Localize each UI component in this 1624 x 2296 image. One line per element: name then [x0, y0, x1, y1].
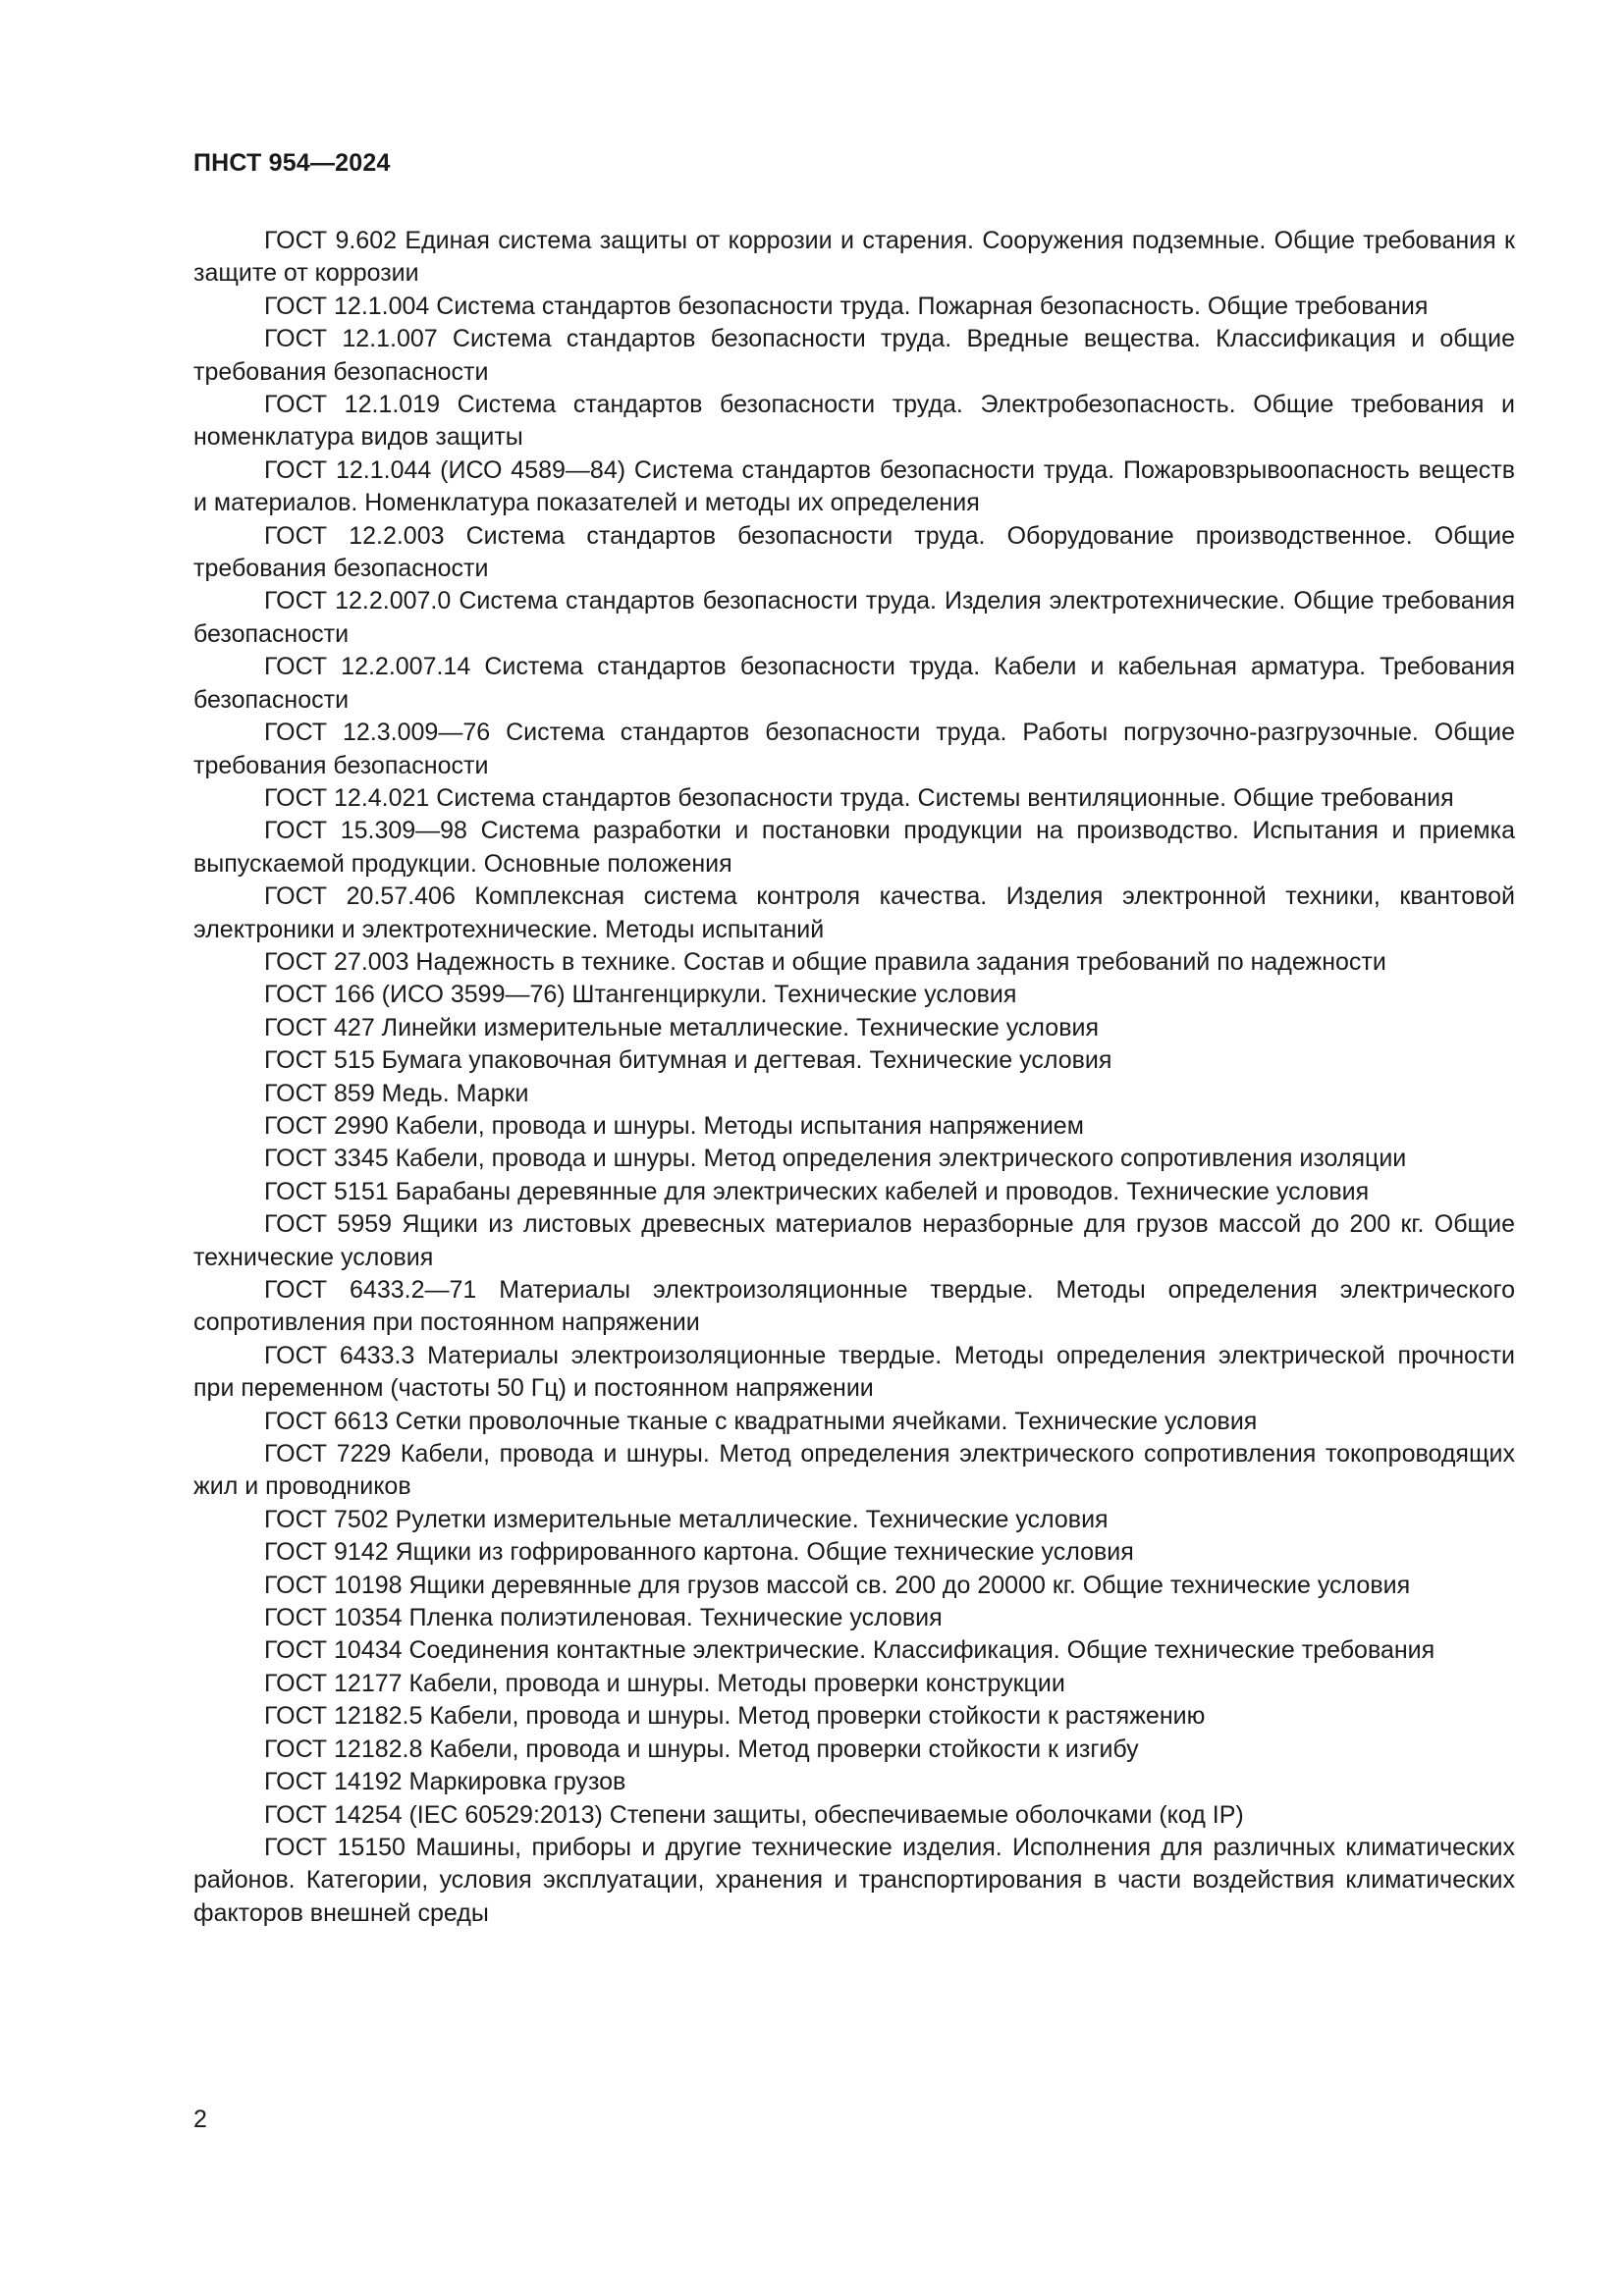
reference-item: ГОСТ 12.1.019 Система стандартов безопасности труда. Электробезопасность. Общие требования и номенклатура видов защиты — [193, 391, 1515, 452]
reference-item: ГОСТ 27.003 Надежность в технике. Состав и общие правила задания требований по надежности — [264, 947, 1386, 976]
reference-item: ГОСТ 515 Бумага упаковочная битумная и дегтевая. Технические условия — [264, 1046, 1112, 1075]
reference-item: ГОСТ 12.4.021 Система стандартов безопасности труда. Системы вентиляционные. Общие требования — [264, 783, 1454, 812]
reference-item: ГОСТ 12182.5 Кабели, провода и шнуры. Метод проверки стойкости к растяжению — [264, 1702, 1206, 1731]
reference-item: ГОСТ 12.3.009—76 Система стандартов безопасности труда. Работы погрузочно-разгрузочные. Общие требования безопасности — [193, 719, 1515, 779]
reference-item: ГОСТ 10354 Пленка полиэтиленовая. Технические условия — [264, 1604, 943, 1632]
reference-item: ГОСТ 3345 Кабели, провода и шнуры. Метод определения электрического сопротивления изоляции — [264, 1145, 1407, 1173]
reference-item: ГОСТ 12177 Кабели, провода и шнуры. Методы проверки конструкции — [264, 1669, 1065, 1697]
reference-item: ГОСТ 10434 Соединения контактные электрические. Классификация. Общие технические требования — [264, 1636, 1435, 1665]
reference-item: ГОСТ 5151 Барабаны деревянные для электрических кабелей и проводов. Технические условия — [264, 1177, 1370, 1205]
reference-item: ГОСТ 6613 Сетки проволочные тканые с квадратными ячейками. Технические условия — [264, 1407, 1258, 1435]
reference-item: ГОСТ 15.309—98 Система разработки и постановки продукции на производство. Испытания и приемка выпускаемой продукции. Основные положения — [193, 817, 1515, 878]
reference-item: ГОСТ 427 Линейки измерительные металлические. Технические условия — [264, 1013, 1099, 1041]
reference-item: ГОСТ 12.2.003 Система стандартов безопасности труда. Оборудование производственное. Общие требования безопасности — [193, 521, 1515, 583]
reference-item: ГОСТ 14192 Маркировка грузов — [264, 1768, 626, 1796]
reference-item: ГОСТ 12.2.007.0 Система стандартов безопасности труда. Изделия электротехнические. Общие требования безопасности — [193, 587, 1515, 648]
reference-item: ГОСТ 15150 Машины, приборы и другие технические изделия. Исполнения для различных климатических районов. Категории, условия эксплуатации, хранения и транспортирования в части воздействия климатических факторов внешней среды — [193, 1833, 1515, 1927]
reference-item: ГОСТ 12.1.004 Система стандартов безопасности труда. Пожарная безопасность. Общие требования — [264, 292, 1429, 320]
reference-item: ГОСТ 12182.8 Кабели, провода и шнуры. Метод проверки стойкости к изгибу — [264, 1735, 1139, 1763]
reference-item: ГОСТ 6433.3 Материалы электроизоляционные твердые. Методы определения электрической прочности при переменном (частоты 50 Гц) и постоянном напряжении — [193, 1341, 1515, 1403]
reference-item: ГОСТ 2990 Кабели, провода и шнуры. Методы испытания напряжением — [264, 1111, 1084, 1140]
reference-item: ГОСТ 12.1.044 (ИСО 4589—84) Система стандартов безопасности труда. Пожаровзрывоопасность веществ и материалов. Номенклатура показателей и методы их определения — [193, 455, 1515, 517]
reference-item: ГОСТ 7229 Кабели, провода и шнуры. Метод определения электрического сопротивления токопроводящих жил и проводников — [193, 1440, 1515, 1501]
reference-item: ГОСТ 859 Медь. Марки — [264, 1079, 529, 1107]
reference-item: ГОСТ 12.1.007 Система стандартов безопасности труда. Вредные вещества. Классификация и общие требования безопасности — [193, 325, 1515, 386]
reference-item: ГОСТ 9.602 Единая система защиты от коррозии и старения. Сооружения подземные. Общие требования к защите от коррозии — [193, 227, 1515, 288]
reference-item: ГОСТ 14254 (IEC 60529:2013) Степени защиты, обеспечиваемые оболочками (код IP) — [264, 1800, 1244, 1829]
reference-item: ГОСТ 20.57.406 Комплексная система контроля качества. Изделия электронной техники, квантовой электроники и электротехнические. Методы испытаний — [193, 882, 1515, 943]
page-number: 2 — [193, 2106, 207, 2133]
reference-item: ГОСТ 10198 Ящики деревянные для грузов массой св. 200 до 20000 кг. Общие технические условия — [264, 1571, 1411, 1599]
reference-item: ГОСТ 166 (ИСО 3599—76) Штангенциркули. Технические условия — [264, 981, 1017, 1009]
reference-item: ГОСТ 9142 Ящики из гофрированного картона. Общие технические условия — [264, 1538, 1134, 1567]
normative-references-list — [193, 225, 1515, 1930]
reference-item: ГОСТ 5959 Ящики из листовых древесных материалов неразборные для грузов массой до 200 кг. Общие технические условия — [193, 1210, 1515, 1271]
reference-item: ГОСТ 6433.2—71 Материалы электроизоляционные твердые. Методы определения электрического сопротивления при постоянном напряжении — [193, 1276, 1515, 1337]
page-header-doc-code: ПНСТ 954—2024 — [193, 149, 391, 177]
reference-item: ГОСТ 7502 Рулетки измерительные металлические. Технические условия — [264, 1505, 1109, 1533]
reference-item: ГОСТ 12.2.007.14 Система стандартов безопасности труда. Кабели и кабельная арматура. Требования безопасности — [193, 653, 1515, 714]
